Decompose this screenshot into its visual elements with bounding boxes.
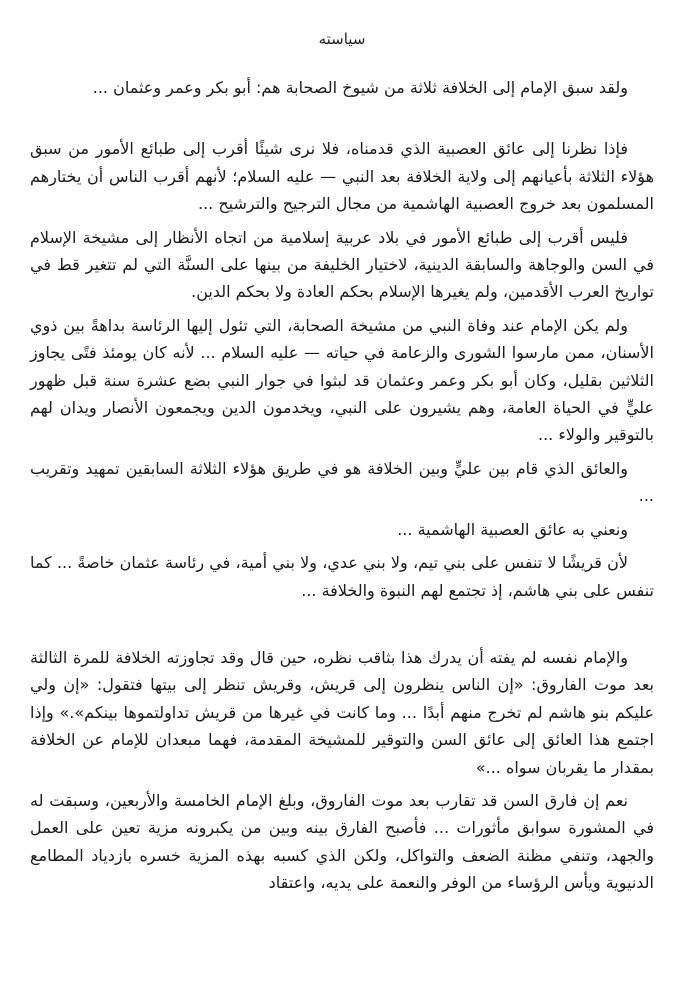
body-text bbox=[30, 74, 654, 897]
paragraph: والإمام نفسه لم يفته أن يدرك هذا بثاقب نظره، حين قال وقد تجاوزته الخلافة للمرة الثالثة بعد موت الفاروق: «إن الناس ينظرون إلى قريش، وقريش تنظر إلى بيتها فتقول: «إن ولي عليكم بنو هاشم لم تخرج منهم أبدًا ... وما كانت في غيرها من قريش تداولتموها بينكم».» وإذا اجتمع هذا العائق إلى عائق السن والتوقير للمشيخة المقدمة، فهما مبعدان للإمام عن الخلافة بمقدار ما يقربان سواه ...» bbox=[30, 647, 654, 777]
paragraph: نعم إن فارق السن قد تقارب بعد موت الفاروق، وبلغ الإمام الخامسة والأربعين، وسبقت له في المشورة سوابق مأثورات ... فأصبح الفارق بينه وبين من يكبرونه مزية تعين على العمل والجهد، وتنفي مظنة الضعف والتواكل، ولكن الذي كسبه بهذه المزية خسره بازدياد المطامع الدنيوية ويأس الرؤساء من الوفر والنعمة على يديه، واعتقاد bbox=[30, 790, 654, 893]
paragraph: فإذا نظرنا إلى عائق العصبية الذي قدمناه، فلا نرى شيئًا أقرب إلى طبائع الأمور من سبق هؤلاء الثلاثة بأعيانهم إلى ولاية الخلافة بعد النبي — عليه السلام؛ لأنهم أقرب الناس أن يختارهم المسلمون بعد خروج العصبية الهاشمية من مجال الترجيح والترشيح ... bbox=[30, 139, 654, 214]
paragraph: والعائق الذي قام بين عليٍّ وبين الخلافة هو في طريق هؤلاء الثلاثة السابقين تمهيد وتقريب ... bbox=[30, 458, 654, 506]
paragraph: ولم يكن الإمام عند وفاة النبي من مشيخة الصحابة، التي تئول إليها الرئاسة بداهةً بين ذوي الأسنان، ممن مارسوا الشورى والزعامة في حياته — عليه السلام ... لأنه كان يومئذ فتًى يجاوز الثلاثين بقليل، وكان أبو بكر وعمر وعثمان قد لبثوا في جوار النبي بضع عشرة سنة قبل ظهور عليٍّ في الحياة العامة، وهم يشيرون على النبي، ويخدمون الدين ويجمعون الأنصار ويدان لهم بالتوقير والولاء ... bbox=[30, 315, 654, 445]
paragraph: ولقد سبق الإمام إلى الخلافة ثلاثة من شيوخ الصحابة هم: أبو بكر وعمر وعثمان ... bbox=[92, 78, 628, 97]
paragraph: ونعني به عائق العصبية الهاشمية ... bbox=[397, 519, 628, 539]
running-header: سياسته bbox=[318, 30, 366, 48]
book-page bbox=[30, 0, 654, 1000]
paragraph: لأن قريشًا لا تنفس على بني تيم، ولا بني عدي، ولا بني أمية، في رئاسة عثمان خاصةً ... كما تنفس على بني هاشم، إذ تجتمع لهم النبوة والخلافة ... bbox=[30, 553, 654, 600]
paragraph: فليس أقرب إلى طبائع الأمور في بلاد عربية إسلامية من اتجاه الأنظار إلى مشيخة الإسلام في السن والوجاهة والسابقة الدينية، لاختيار الخليفة من بينها على السنَّة التي لم تتغير قط في تواريخ العرب الأقدمين، ولم يغيرها الإسلام بحكم العادة ولا بحكم الدين. bbox=[30, 227, 654, 302]
